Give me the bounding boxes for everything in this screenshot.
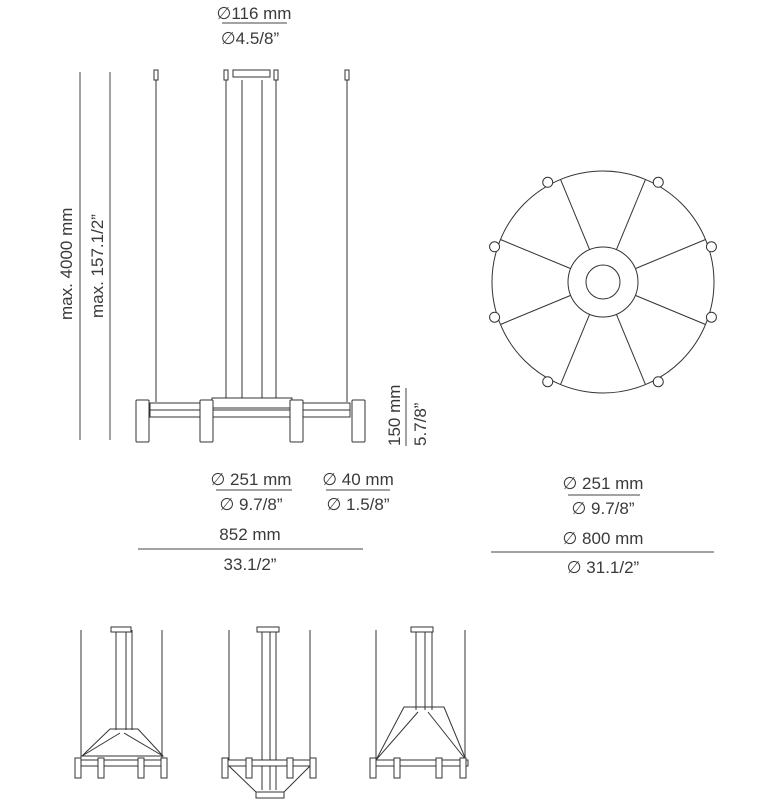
plan-spoke	[561, 314, 590, 384]
light-tube	[352, 400, 365, 442]
tube-diameter-inch: ∅ 1.5/8”	[326, 495, 390, 514]
plan-spoke	[635, 295, 705, 324]
variant-3-elevation	[370, 627, 468, 778]
plan-center-diameter-inch: ∅ 9.7/8”	[571, 499, 635, 518]
plan-cable-point	[543, 377, 553, 387]
cable-gripper	[224, 70, 228, 80]
light-tube	[136, 400, 149, 442]
plan-spoke	[561, 179, 590, 249]
plan-outer-diameter-mm: ∅ 800 mm	[562, 529, 644, 548]
cap-diameter-mm: ∅116 mm	[216, 4, 292, 23]
shade-diameter-inch: ∅ 9.7/8”	[219, 495, 283, 514]
plan-spoke	[500, 295, 570, 324]
plan-cable-point	[543, 177, 553, 187]
shade-height-inch: 5.7/8”	[411, 402, 430, 446]
plan-cable-point	[653, 177, 663, 187]
elevation-view	[80, 70, 365, 442]
max-height-mm: max. 4000 mm	[57, 207, 76, 320]
plan-cable-point	[490, 312, 500, 322]
light-tube	[200, 400, 213, 442]
light-tube	[290, 400, 303, 442]
total-width-inch: 33.1/2”	[223, 555, 277, 574]
cable-gripper	[345, 70, 349, 80]
center-hole	[586, 265, 620, 299]
tube-diameter-mm: ∅ 40 mm	[322, 470, 394, 489]
cable-gripper	[154, 70, 158, 80]
plan-view	[490, 171, 717, 393]
shade-height-mm: 150 mm	[385, 384, 404, 446]
ceiling-canopy	[233, 70, 270, 77]
plan-cable-point	[706, 242, 716, 252]
variant-2-elevation	[222, 627, 316, 798]
plan-spoke	[500, 240, 570, 269]
plan-spoke	[616, 314, 645, 384]
cable-gripper	[274, 70, 278, 80]
variant-1-elevation	[75, 627, 167, 778]
plan-cable-point	[706, 312, 716, 322]
plan-spoke	[616, 179, 645, 249]
plan-outer-diameter-inch: ∅ 31.1/2”	[566, 558, 640, 577]
plan-cable-point	[653, 377, 663, 387]
plan-center-diameter-mm: ∅ 251 mm	[562, 474, 644, 493]
total-width-mm: 852 mm	[219, 525, 281, 544]
shade-diameter-mm: ∅ 251 mm	[210, 470, 292, 489]
max-height-inch: max. 157.1/2”	[88, 214, 107, 318]
plan-spoke	[635, 240, 705, 269]
plan-cable-point	[490, 242, 500, 252]
cap-diameter-inch: ∅4.5/8”	[220, 29, 280, 48]
